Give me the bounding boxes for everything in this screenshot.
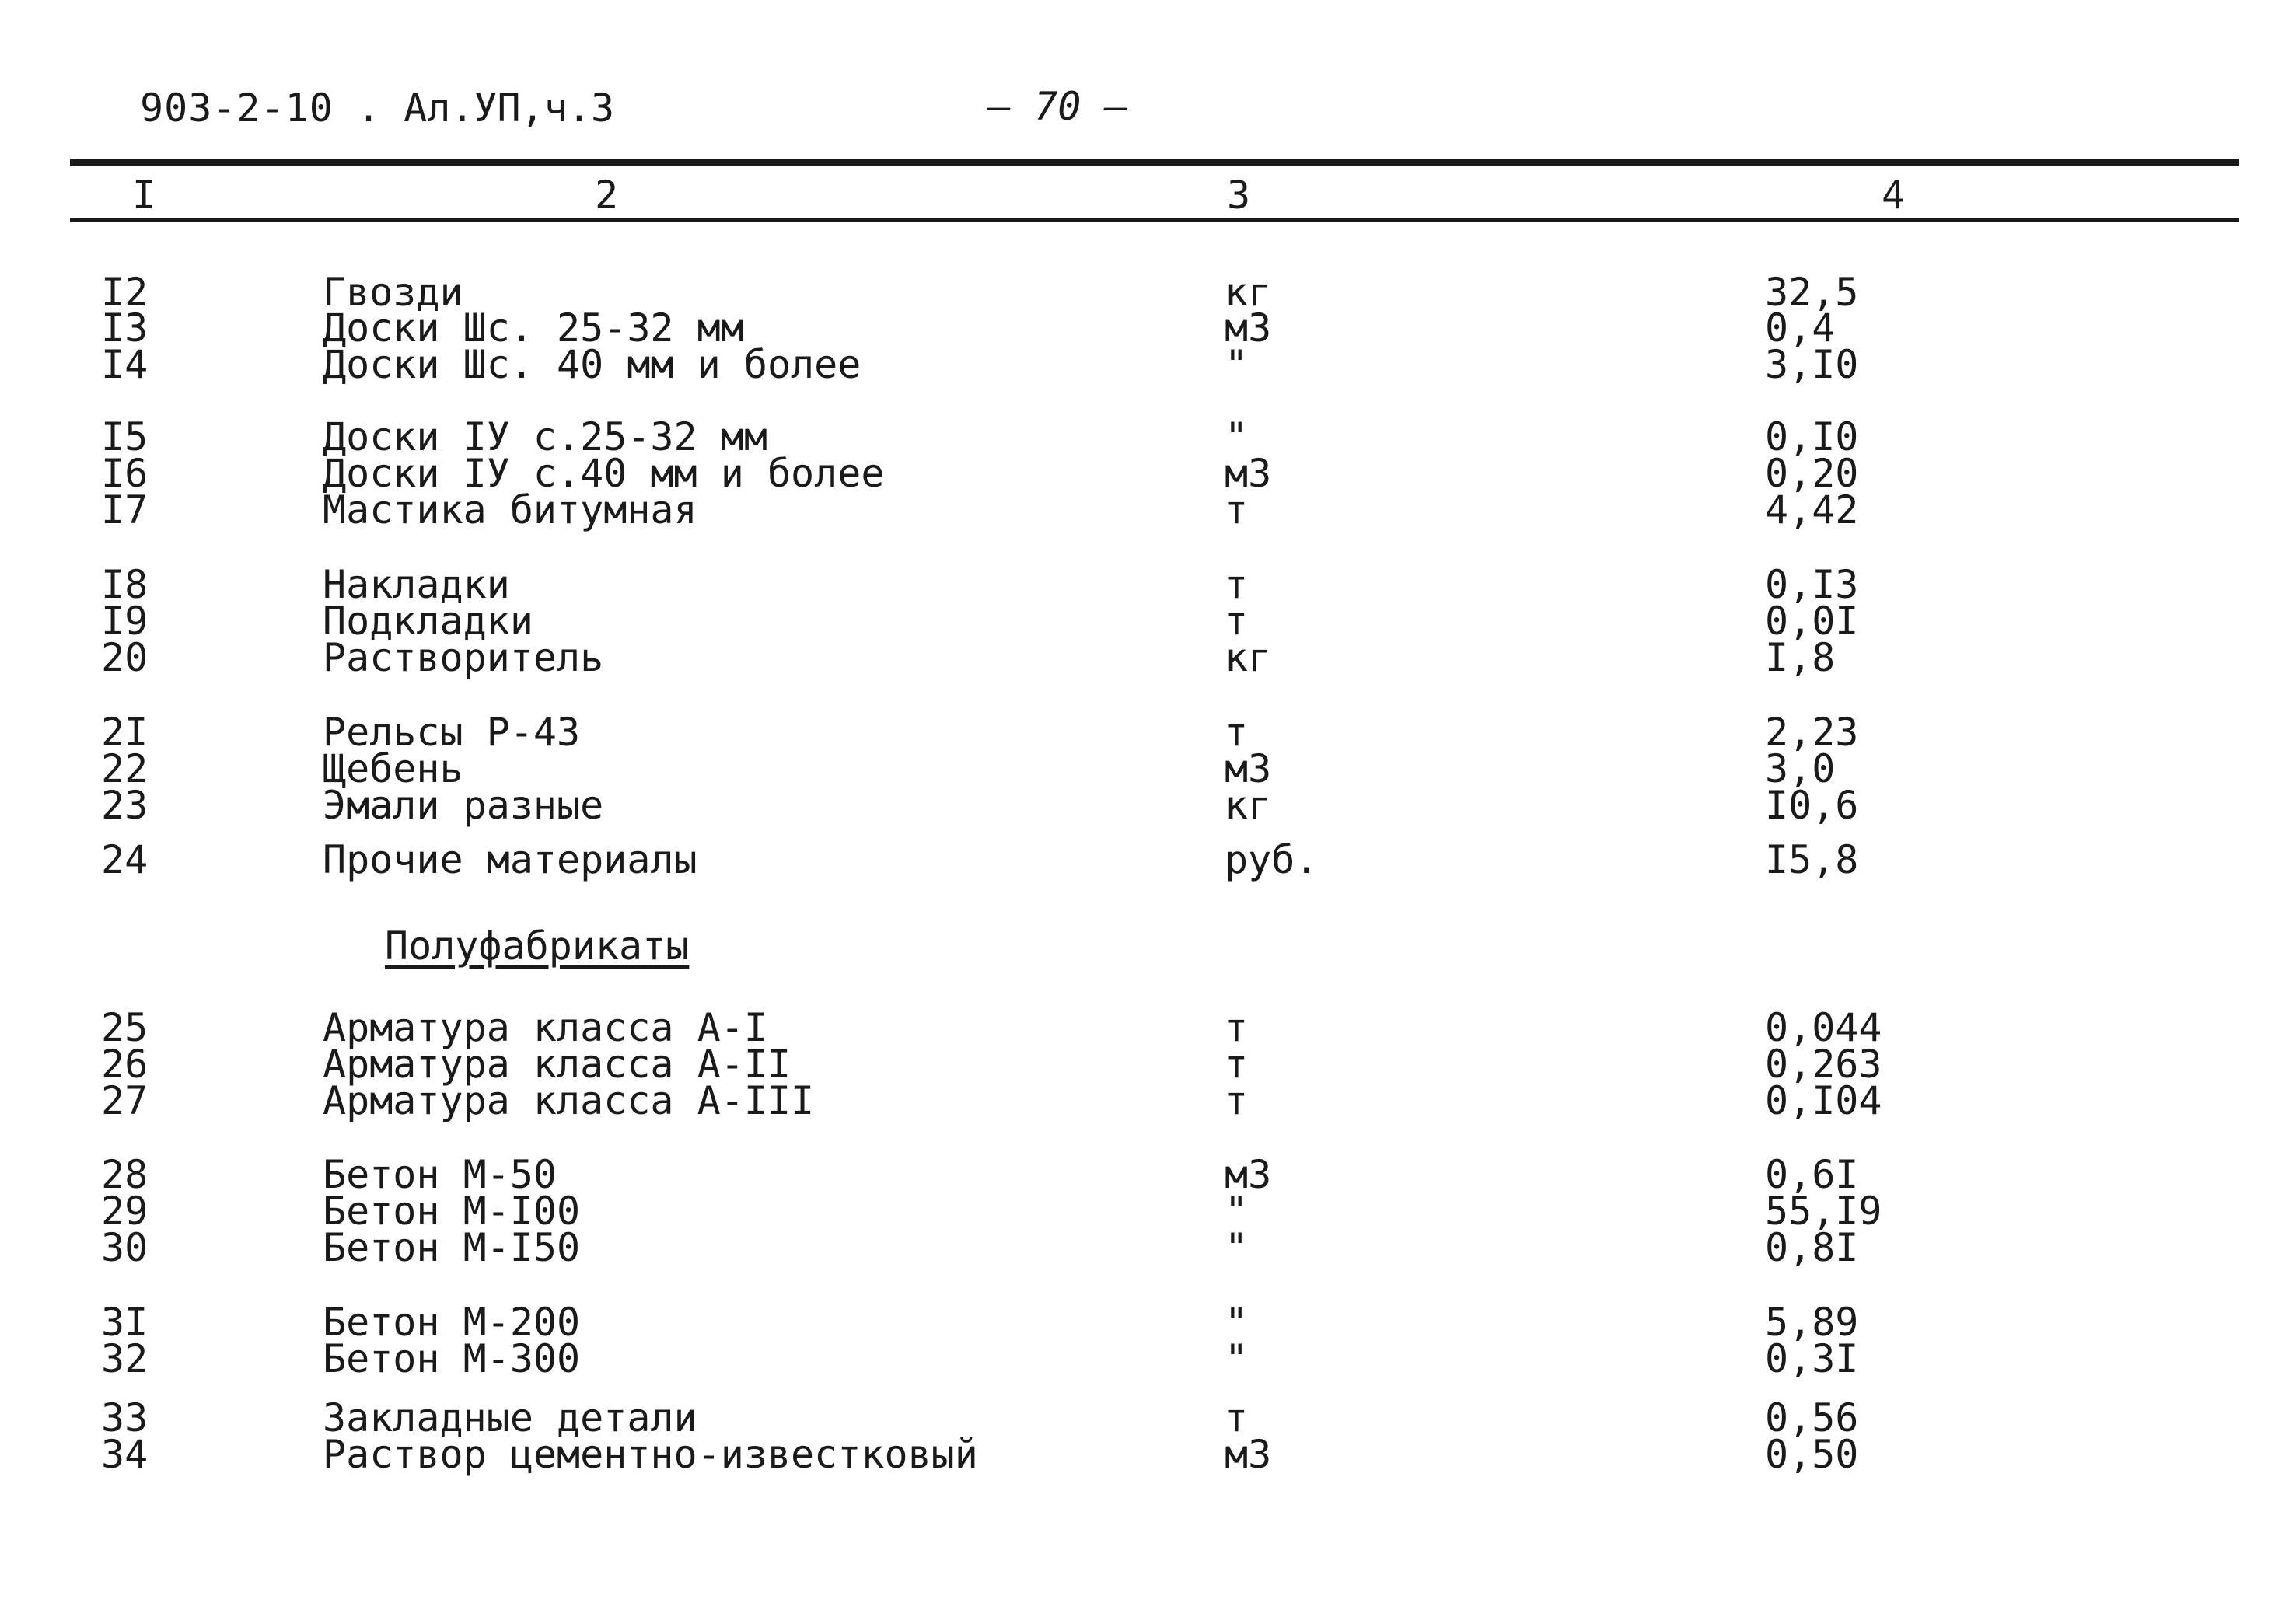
- material-name: Доски Шс. 40 мм и более: [323, 342, 861, 387]
- row-number: 20: [101, 635, 149, 680]
- unit-of-measure: т: [1225, 1042, 1249, 1087]
- row-number: I3: [101, 305, 149, 351]
- table-row: [0, 635, 2296, 680]
- unit-of-measure: м3: [1225, 1152, 1272, 1197]
- unit-of-measure: ": [1225, 1300, 1249, 1345]
- material-name: Бетон М-I00: [323, 1189, 581, 1234]
- table-row: [0, 451, 2296, 496]
- quantity: 3,0: [1765, 746, 1836, 791]
- material-name: Доски IУ с.25-32 мм: [323, 414, 767, 459]
- unit-of-measure: ": [1225, 414, 1249, 459]
- material-name: Доски IУ с.40 мм и более: [323, 451, 885, 496]
- section-title: Полуфабрикаты: [385, 923, 690, 969]
- quantity: I5,8: [1765, 837, 1859, 882]
- material-name: Прочие материалы: [323, 837, 697, 882]
- quantity: 4,42: [1765, 487, 1859, 532]
- row-number: 34: [101, 1432, 149, 1477]
- material-name: Бетон М-50: [323, 1152, 557, 1197]
- material-name: Доски Шс. 25-32 мм: [323, 305, 744, 351]
- document-part: . Ал.УП,ч.3: [356, 86, 615, 131]
- top-rule: [70, 159, 2239, 166]
- unit-of-measure: м3: [1225, 746, 1272, 791]
- quantity: I0,6: [1765, 783, 1859, 828]
- row-number: 25: [101, 1005, 149, 1050]
- quantity: 0,4: [1765, 305, 1836, 351]
- row-number: 32: [101, 1336, 149, 1381]
- unit-of-measure: т: [1225, 710, 1249, 755]
- quantity: 3,I0: [1765, 342, 1859, 387]
- table-row: [0, 1189, 2296, 1234]
- quantity: 0,56: [1765, 1395, 1859, 1440]
- quantity: 0,0I: [1765, 599, 1859, 644]
- document-header: [140, 86, 614, 131]
- unit-of-measure: т: [1225, 562, 1249, 607]
- unit-of-measure: м3: [1225, 305, 1272, 351]
- column-header-1: I: [132, 173, 156, 218]
- quantity: 2,23: [1765, 710, 1859, 755]
- quantity: 0,044: [1765, 1005, 1882, 1050]
- table-row: [0, 783, 2296, 828]
- row-number: 33: [101, 1395, 149, 1440]
- material-name: Бетон М-300: [323, 1336, 581, 1381]
- row-number: I8: [101, 562, 149, 607]
- page-number: – 70 –: [987, 84, 1128, 129]
- row-number: I7: [101, 487, 149, 532]
- table-row: [0, 1225, 2296, 1270]
- unit-of-measure: ": [1225, 1336, 1249, 1381]
- quantity: 55,I9: [1765, 1189, 1882, 1234]
- unit-of-measure: кг: [1225, 270, 1272, 315]
- material-name: Щебень: [323, 746, 463, 791]
- table-row: [0, 1078, 2296, 1123]
- column-header-3: 3: [1227, 173, 1251, 218]
- table-row: [0, 1300, 2296, 1345]
- unit-of-measure: т: [1225, 487, 1249, 532]
- material-name: Накладки: [323, 562, 510, 607]
- material-name: Растворитель: [323, 635, 604, 680]
- table-row: [0, 414, 2296, 459]
- unit-of-measure: м3: [1225, 1432, 1272, 1477]
- quantity: 32,5: [1765, 270, 1859, 315]
- column-header-4: 4: [1882, 173, 1906, 218]
- row-number: 29: [101, 1189, 149, 1234]
- material-name: Эмали разные: [323, 783, 604, 828]
- material-name: Подкладки: [323, 599, 533, 644]
- quantity: 0,20: [1765, 451, 1859, 496]
- unit-of-measure: ": [1225, 1225, 1249, 1270]
- row-number: 24: [101, 837, 149, 882]
- row-number: I6: [101, 451, 149, 496]
- quantity: 0,263: [1765, 1042, 1882, 1087]
- unit-of-measure: руб.: [1225, 837, 1319, 882]
- quantity: 0,50: [1765, 1432, 1859, 1477]
- material-name: Закладные детали: [323, 1395, 697, 1440]
- row-number: 23: [101, 783, 149, 828]
- material-name: Бетон М-200: [323, 1300, 581, 1345]
- row-number: 26: [101, 1042, 149, 1087]
- table-row: [0, 1336, 2296, 1381]
- unit-of-measure: кг: [1225, 783, 1272, 828]
- material-name: Арматура класса А-III: [323, 1078, 815, 1123]
- row-number: 2I: [101, 710, 149, 755]
- table-row: [0, 342, 2296, 387]
- quantity: 5,89: [1765, 1300, 1859, 1345]
- table-row: [0, 1432, 2296, 1477]
- table-row: [0, 1395, 2296, 1440]
- unit-of-measure: т: [1225, 1005, 1249, 1050]
- material-name: Арматура класса А-I: [323, 1005, 767, 1050]
- table-row: [0, 599, 2296, 644]
- material-name: Гвозди: [323, 270, 463, 315]
- unit-of-measure: т: [1225, 599, 1249, 644]
- row-number: 30: [101, 1225, 149, 1270]
- table-row: [0, 746, 2296, 791]
- table-row: [0, 1005, 2296, 1050]
- quantity: I,8: [1765, 635, 1836, 680]
- table-row: [0, 1042, 2296, 1087]
- row-number: I2: [101, 270, 149, 315]
- quantity: 0,3I: [1765, 1336, 1859, 1381]
- table-row: [0, 710, 2296, 755]
- unit-of-measure: ": [1225, 1189, 1249, 1234]
- unit-of-measure: м3: [1225, 451, 1272, 496]
- table-row: [0, 837, 2296, 882]
- unit-of-measure: т: [1225, 1395, 1249, 1440]
- table-row: [0, 487, 2296, 532]
- document-code: 903-2-10: [140, 86, 334, 131]
- material-name: Рельсы Р-43: [323, 710, 581, 755]
- material-name: Арматура класса А-II: [323, 1042, 792, 1087]
- unit-of-measure: т: [1225, 1078, 1249, 1123]
- row-number: 28: [101, 1152, 149, 1197]
- column-header-2: 2: [595, 173, 619, 218]
- quantity: 0,8I: [1765, 1225, 1859, 1270]
- row-number: 27: [101, 1078, 149, 1123]
- table-row: [0, 562, 2296, 607]
- header-rule: [70, 218, 2239, 222]
- table-row: [0, 305, 2296, 351]
- row-number: 22: [101, 746, 149, 791]
- quantity: 0,I04: [1765, 1078, 1882, 1123]
- row-number: I4: [101, 342, 149, 387]
- row-number: I5: [101, 414, 149, 459]
- unit-of-measure: ": [1225, 342, 1249, 387]
- material-name: Мастика битумная: [323, 487, 697, 532]
- row-number: I9: [101, 599, 149, 644]
- quantity: 0,I3: [1765, 562, 1859, 607]
- row-number: 3I: [101, 1300, 149, 1345]
- unit-of-measure: кг: [1225, 635, 1272, 680]
- table-row: [0, 1152, 2296, 1197]
- material-name: Бетон М-I50: [323, 1225, 581, 1270]
- material-name: Раствор цементно-известковый: [323, 1432, 978, 1477]
- quantity: 0,I0: [1765, 414, 1859, 459]
- quantity: 0,6I: [1765, 1152, 1859, 1197]
